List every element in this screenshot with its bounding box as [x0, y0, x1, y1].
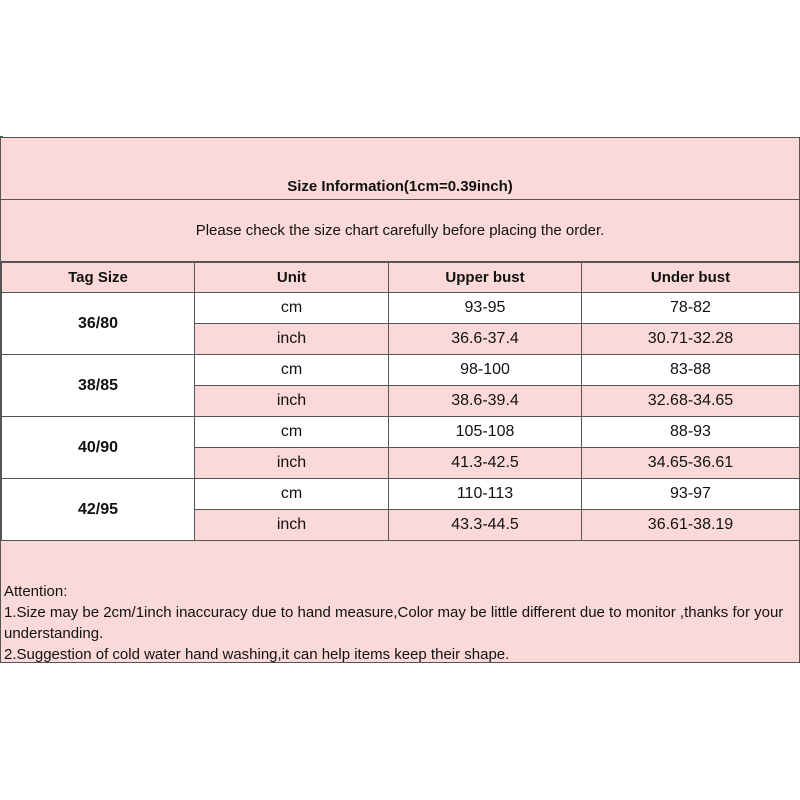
chart-notice: Please check the size chart carefully before placing the order. [1, 200, 799, 262]
unit-cell: inch [195, 510, 389, 541]
under-bust-cell: 78-82 [582, 293, 800, 324]
size-table [1, 262, 800, 541]
under-bust-cell: 34.65-36.61 [582, 448, 800, 479]
unit-cell: cm [195, 293, 389, 324]
column-header-upper-bust: Upper bust [389, 263, 582, 293]
table-row [2, 479, 800, 510]
attention-notes [1, 541, 799, 662]
tag-size-cell: 38/85 [2, 355, 195, 417]
upper-bust-cell: 110-113 [389, 479, 582, 510]
size-chart [0, 137, 800, 663]
table-row [2, 293, 800, 324]
tag-size-cell: 42/95 [2, 479, 195, 541]
attention-note-2: 2.Suggestion of cold water hand washing,it can help items keep their shape. [4, 646, 510, 663]
tag-size-cell: 40/90 [2, 417, 195, 479]
unit-cell: cm [195, 355, 389, 386]
upper-bust-cell: 93-95 [389, 293, 582, 324]
tag-size-cell: 36/80 [2, 293, 195, 355]
upper-bust-cell: 43.3-44.5 [389, 510, 582, 541]
under-bust-cell: 88-93 [582, 417, 800, 448]
under-bust-cell: 83-88 [582, 355, 800, 386]
upper-bust-cell: 41.3-42.5 [389, 448, 582, 479]
unit-cell: cm [195, 479, 389, 510]
under-bust-cell: 32.68-34.65 [582, 386, 800, 417]
unit-cell: inch [195, 386, 389, 417]
unit-cell: inch [195, 448, 389, 479]
upper-bust-cell: 105-108 [389, 417, 582, 448]
upper-bust-cell: 36.6-37.4 [389, 324, 582, 355]
under-bust-cell: 36.61-38.19 [582, 510, 800, 541]
table-header-row [2, 263, 800, 293]
column-header-tag-size: Tag Size [2, 263, 195, 293]
upper-bust-cell: 38.6-39.4 [389, 386, 582, 417]
table-row [2, 355, 800, 386]
attention-heading: Attention: [4, 583, 68, 600]
column-header-unit: Unit [195, 263, 389, 293]
under-bust-cell: 93-97 [582, 479, 800, 510]
attention-note-1: 1.Size may be 2cm/1inch inaccuracy due to hand measure,Color may be little different due to monitor ,thanks for your understanding. [4, 604, 784, 642]
column-header-under-bust: Under bust [582, 263, 800, 293]
unit-cell: cm [195, 417, 389, 448]
chart-title: Size Information(1cm=0.39inch) [1, 138, 799, 200]
under-bust-cell: 30.71-32.28 [582, 324, 800, 355]
unit-cell: inch [195, 324, 389, 355]
upper-bust-cell: 98-100 [389, 355, 582, 386]
table-row [2, 417, 800, 448]
